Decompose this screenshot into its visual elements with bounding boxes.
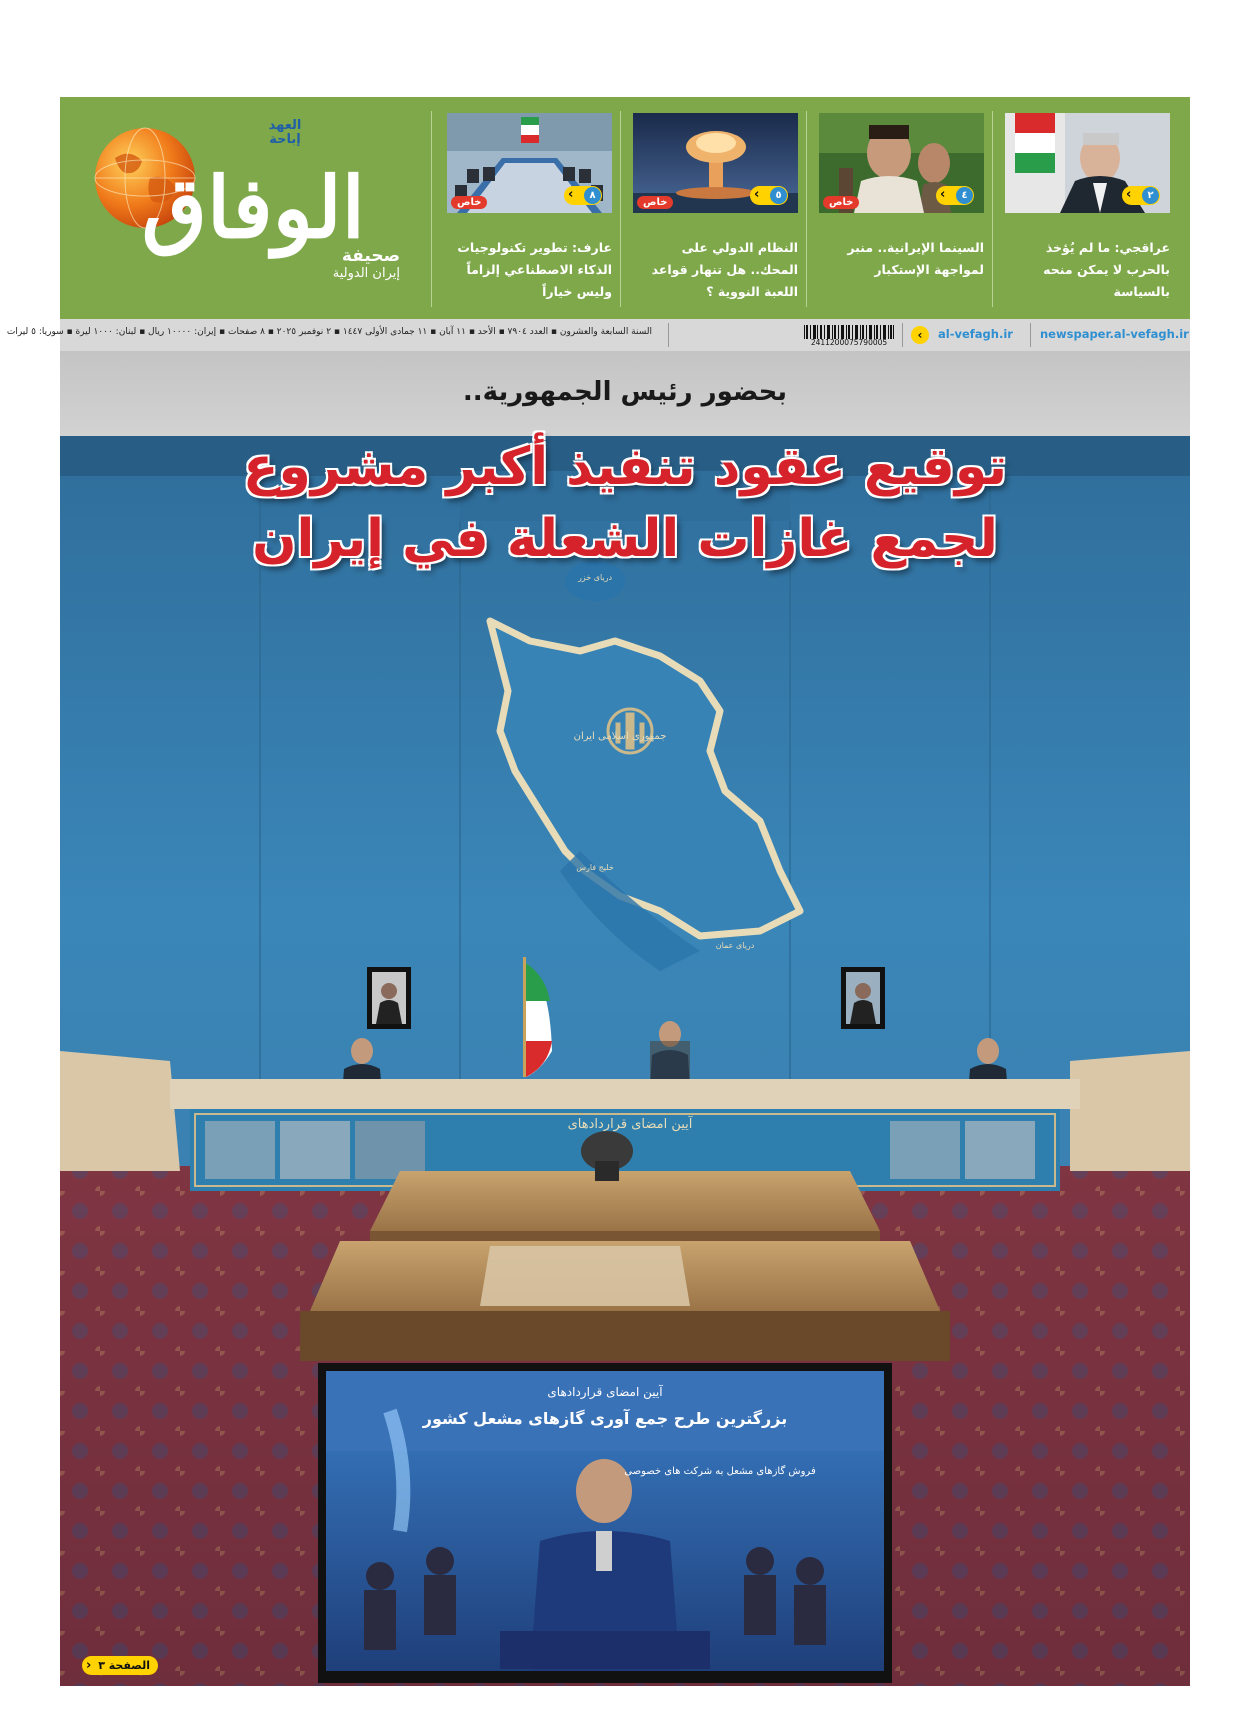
headline-line-1: توقيع عقود تنفيذ أكبر مشروع [243, 437, 1007, 497]
map-sea-north: دریای خزر [577, 573, 613, 582]
masthead [60, 97, 1190, 319]
teaser-title: السينما الإيرانية.. منبر لمواجهة الإستكبار [847, 240, 984, 277]
barcode-number: 2411200075790005 [810, 338, 888, 347]
lead-photo [60, 351, 1190, 1686]
page-number: ٨ [584, 187, 601, 204]
issue-details: السنة السابعة والعشرون ▪ العدد ٧٩٠٤ ▪ الأحد ▪ ١١ آبان ▪ ١١ جمادى الأولى ١٤٤٧ ▪ ٢ نوفمبر ٢٠٢٥ ▪ ٨ صفحات ▪ إيران: ١٠٠٠٠ ريال ▪ لبنان: ١٠٠٠ ليرة ▪ سوريا: ٥ ليرات [6, 327, 652, 337]
page-number: ٤ [956, 187, 973, 204]
divider [668, 323, 669, 347]
teaser-page-badge [564, 186, 602, 205]
headline-kicker: بحضور رئيس الجمهورية.. [462, 377, 788, 407]
teaser-page-badge [1122, 186, 1160, 205]
logo-wordmark: الوفاق [141, 158, 365, 257]
teaser-title: النظام الدولي على المحك.. هل تنهار قواعد اللعبة النووية ؟ [651, 240, 798, 299]
screen-subtitle: فروش گازهای مشعل به شرکت های خصوصی [624, 1466, 816, 1477]
divider [431, 111, 432, 307]
barcode [804, 324, 894, 338]
headline-line-2: لجمع غازات الشعلة في إيران [252, 509, 998, 569]
teaser-item[interactable] [633, 113, 798, 309]
divider [902, 323, 903, 347]
page-reference-text: الصفحة ٣ [98, 1659, 150, 1672]
chevron-left-icon: ‹ [940, 187, 946, 202]
divider [1030, 323, 1031, 347]
chevron-left-icon: ‹ [754, 187, 760, 202]
map-sea-south: خلیج فارس [576, 863, 614, 872]
chevron-left-icon: ‹ [568, 187, 574, 202]
teaser-page-badge [936, 186, 974, 205]
page-reference-badge[interactable] [82, 1656, 158, 1675]
chevron-left-icon: ‹ [1126, 187, 1132, 202]
issue-info-bar [6, 319, 1190, 351]
page-number: ٢ [1142, 187, 1159, 204]
logo-emblem: العهد إباحة [268, 118, 302, 147]
teaser-item[interactable] [1005, 113, 1170, 309]
chevron-left-icon: ‹ [911, 326, 929, 344]
wall-banner: آیین امضای قراردادهای [567, 1117, 693, 1132]
screen-banner-line1: آیین امضای قراردادهای [547, 1385, 663, 1399]
map-sea-oman: دریای عمان [715, 941, 755, 950]
divider [992, 111, 993, 307]
logo-subtitle-2: إيران الدولية [332, 266, 400, 281]
teaser-item[interactable] [447, 113, 612, 309]
chevron-left-icon: ‹ [86, 1658, 92, 1673]
page-number: ٥ [770, 187, 787, 204]
exclusive-badge: خاص [637, 196, 673, 209]
exclusive-badge: خاص [451, 196, 487, 209]
teaser-title: عارف: تطوير تكنولوجيات الذكاء الاصطناعي إلزاماً وليس خياراً [457, 240, 612, 299]
teaser-title: عراقجي: ما لم يُؤخذ بالحرب لا يمكن منحه بالسياسة [1043, 240, 1170, 299]
newspaper-logo [90, 113, 400, 309]
logo-subtitle-1: صحيفة [341, 246, 400, 266]
teaser-page-badge [750, 186, 788, 205]
epaper-link[interactable]: newspaper.al-vefagh.ir [1040, 327, 1189, 341]
screen-banner-line2: بزرگترین طرح جمع آوری گازهای مشعل کشور [422, 1409, 788, 1428]
website-link[interactable]: al-vefagh.ir [938, 327, 1013, 341]
exclusive-badge: خاص [823, 196, 859, 209]
divider [620, 111, 621, 307]
teaser-item[interactable] [819, 113, 984, 309]
map-label: جمهوری اسلامی ایران [573, 731, 667, 742]
divider [806, 111, 807, 307]
